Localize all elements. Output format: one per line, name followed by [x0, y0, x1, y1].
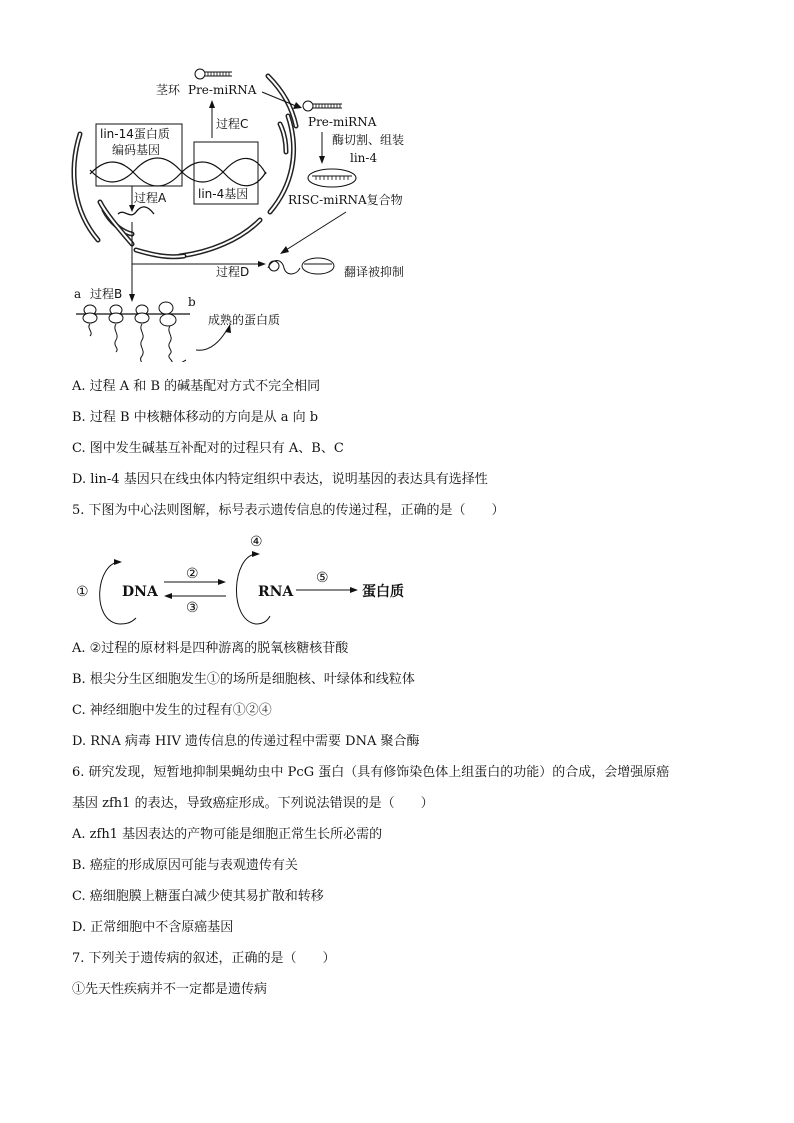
process-3-label: ③ — [186, 600, 199, 616]
q6-option-c: C. 癌细胞膜上糖蛋白减少使其易扩散和转移 — [72, 889, 324, 904]
protein-label: 蛋白质 — [362, 584, 404, 600]
pre-mirna-hairpin-right — [303, 101, 342, 111]
q4-option-a: A. 过程 A 和 B 的碱基配对方式不完全相同 — [72, 379, 321, 394]
end-b-label: b — [188, 295, 196, 309]
q5-option-d: D. RNA 病毒 HIV 遗传信息的传递过程中需要 DNA 聚合酶 — [72, 734, 420, 749]
q5-option-a: A. ②过程的原材料是四种游离的脱氧核糖核苷酸 — [72, 641, 349, 656]
process-1-label: ① — [76, 584, 89, 600]
end-a-label: a — [74, 287, 82, 301]
process-c-label: 过程C — [216, 117, 249, 131]
pre-mirna-right-label: Pre-miRNA — [308, 115, 377, 129]
lin4-label: lin-4 — [350, 151, 378, 165]
pre-mirna-hairpin-top — [195, 69, 232, 79]
q6-stem-line2: 基因 zfh1 的表达，导致癌症形成。下列说法错误的是（ ） — [72, 796, 434, 811]
process-5-label: ⑤ — [316, 570, 329, 586]
risc-arrow — [286, 212, 346, 250]
mirna-regulation-diagram — [60, 62, 440, 362]
process-4-label: ④ — [250, 534, 263, 550]
pre-mirna-top-label: Pre-miRNA — [188, 83, 257, 97]
process-2-label: ② — [186, 566, 199, 582]
mature-protein-label: 成熟的蛋白质 — [208, 313, 281, 327]
translation-inhibited-label: 翻译被抑制 — [344, 265, 405, 279]
q6-stem-line1: 6. 研究发现，短暂地抑制果蝇幼虫中 PcG 蛋白（具有修饰染色体上组蛋白的功能）的合成，会增强原癌 — [72, 765, 670, 780]
process-b-label: 过程B — [90, 287, 123, 301]
lin14-label-line1: lin-14蛋白质 — [100, 127, 170, 141]
q5-stem: 5. 下图为中心法则图解，标号表示遗传信息的传递过程，正确的是（ ） — [72, 503, 505, 518]
process-a-label: 过程A — [134, 191, 167, 205]
q5-option-c: C. 神经细胞中发生的过程有①②④ — [72, 703, 272, 718]
q6-option-a: A. zfh1 基因表达的产物可能是细胞正常生长所必需的 — [72, 827, 383, 842]
polypeptide-chains — [89, 324, 186, 362]
mrna-strand — [118, 207, 154, 215]
q7-stem: 7. 下列关于遗传病的叙述，正确的是（ ） — [72, 951, 336, 966]
q6-option-b: B. 癌症的形成原因可能与表观遗传有关 — [72, 858, 298, 873]
q5-option-b: B. 根尖分生区细胞发生①的场所是细胞核、叶绿体和线粒体 — [72, 672, 415, 687]
q4-option-b: B. 过程 B 中核糖体移动的方向是从 a 向 b — [72, 410, 319, 425]
risc-label: RISC-miRNA复合物 — [288, 193, 403, 207]
risc-complex — [308, 169, 356, 187]
lin4-gene-label: lin-4基因 — [198, 187, 249, 201]
dna-label: DNA — [122, 584, 158, 600]
export-arrow — [262, 92, 296, 106]
mature-protein-arrow — [196, 328, 228, 350]
q6-option-d: D. 正常细胞中不含原癌基因 — [72, 920, 234, 935]
q4-option-c: C. 图中发生碱基互补配对的过程只有 A、B、C — [72, 441, 344, 456]
stem-loop-label: 茎环 — [156, 83, 181, 97]
rna-label: RNA — [258, 584, 294, 600]
inhibited-complex — [268, 258, 334, 274]
central-dogma-diagram — [70, 532, 420, 628]
lin14-label-line2: 编码基因 — [112, 143, 161, 157]
q4-option-d: D. lin-4 基因只在线虫体内特定组织中表达，说明基因的表达具有选择性 — [72, 472, 488, 487]
process-d-label: 过程D — [216, 265, 250, 279]
q7-item-1: ①先天性疾病并不一定都是遗传病 — [72, 982, 268, 997]
enzyme-label: 酶切割、组装 — [332, 133, 405, 147]
